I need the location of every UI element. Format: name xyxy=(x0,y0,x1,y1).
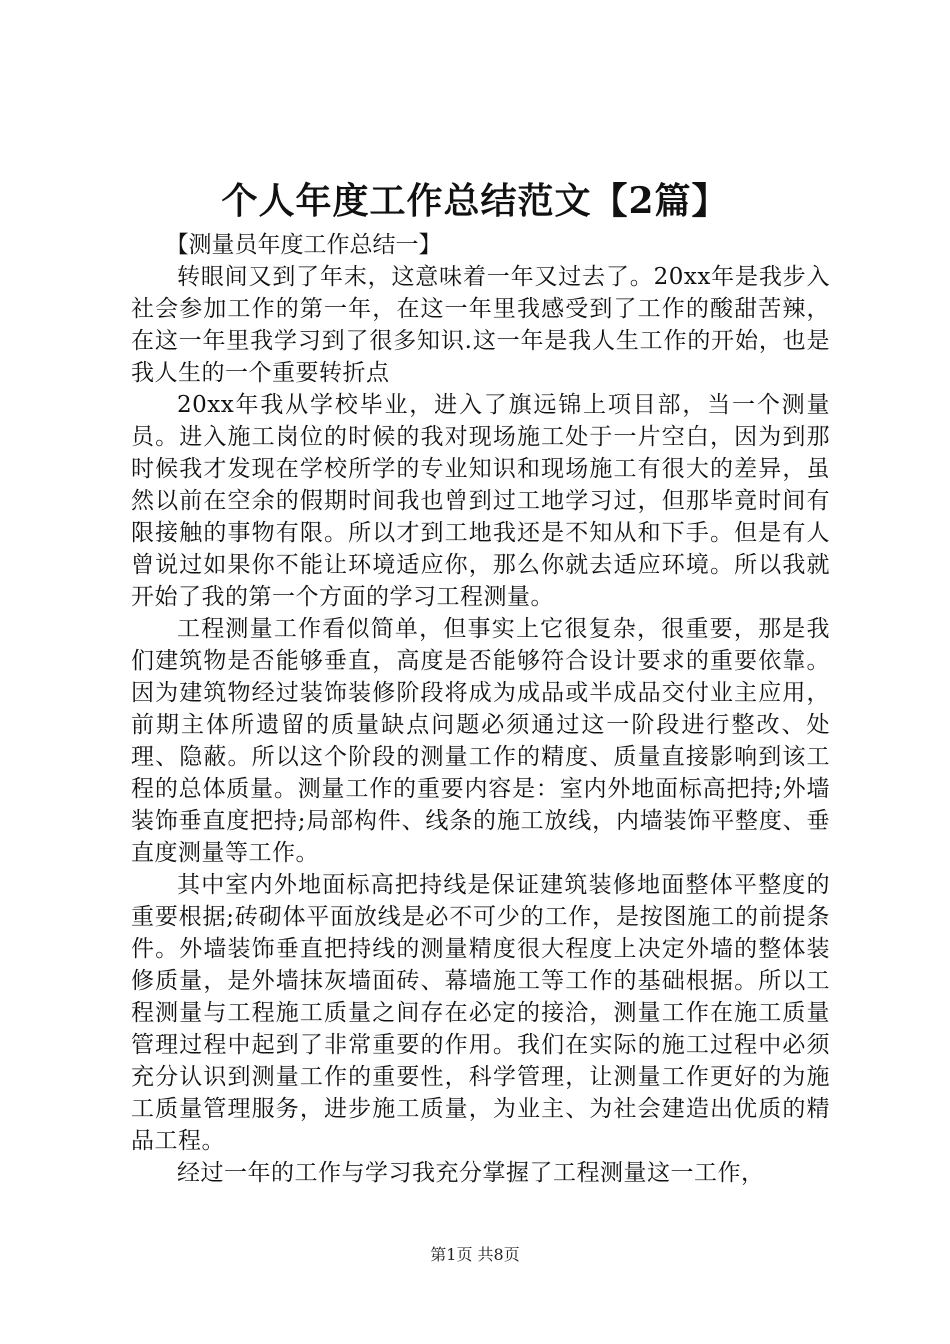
paragraph-3: 工程测量工作看似简单，但事实上它很复杂，很重要，那是我们建筑物是否能够垂直，高度是否能够符合设计要求的重要依靠。因为建筑物经过装饰装修阶段将成为成品或半成品交付业主应用，前期主体所遗留的质量缺点问题必须通过这一阶段进行整改、处理、隐蔽。所以这个阶段的测量工作的精度、质量直接影响到该工程的总体质量。测量工作的重要内容是：室内外地面标高把持;外墙装饰垂直度把持;局部构件、线条的施工放线，内墙装饰平整度、垂直度测量等工作。 xyxy=(131,616,830,866)
paragraph-1: 转眼间又到了年末，这意味着一年又过去了。20xx年是我步入社会参加工作的第一年，在这一年里我感受到了工作的酸甜苦辣，在这一年里我学习到了很多知识.这一年是我人生工作的开始，也是我人生的一个重要转折点 xyxy=(131,264,830,386)
paragraph-4: 其中室内外地面标高把持线是保证建筑装修地面整体平整度的重要根据;砖砌体平面放线是必不可少的工作，是按图施工的前提条件。外墙装饰垂直把持线的测量精度很大程度上决定外墙的整体装修质量，是外墙抹灰墙面砖、幕墙施工等工作的基础根据。所以工程测量与工程施工质量之间存在必定的接洽，测量工作在施工质量管理过程中起到了非常重要的作用。我们在实际的施工过程中必须充分认识到测量工作的重要性，科学管理，让测量工作更好的为施工质量管理服务，进步施工质量，为业主、为社会建造出优质的精品工程。 xyxy=(131,872,830,1154)
document-title: 个人年度工作总结范文【2篇】 xyxy=(221,180,729,222)
page-footer: 第1页 共8页 xyxy=(430,1245,520,1264)
section-heading: 【测量员年度工作总结一】 xyxy=(165,232,442,258)
document-body xyxy=(131,229,830,1189)
paragraph-2: 20xx年我从学校毕业，进入了旗远锦上项目部，当一个测量员。进入施工岗位的时候的我对现场施工处于一片空白，因为到那时候我才发现在学校所学的专业知识和现场施工有很大的差异，虽然以前在空余的假期时间我也曾到过工地学习过，但那毕竟时间有限接触的事物有限。所以才到工地我还是不知从和下手。但是有人曾说过如果你不能让环境适应你，那么你就去适应环境。所以我就开始了我的第一个方面的学习工程测量。 xyxy=(131,392,830,610)
paragraph-5: 经过一年的工作与学习我充分掌握了工程测量这一工作， xyxy=(177,1160,765,1186)
